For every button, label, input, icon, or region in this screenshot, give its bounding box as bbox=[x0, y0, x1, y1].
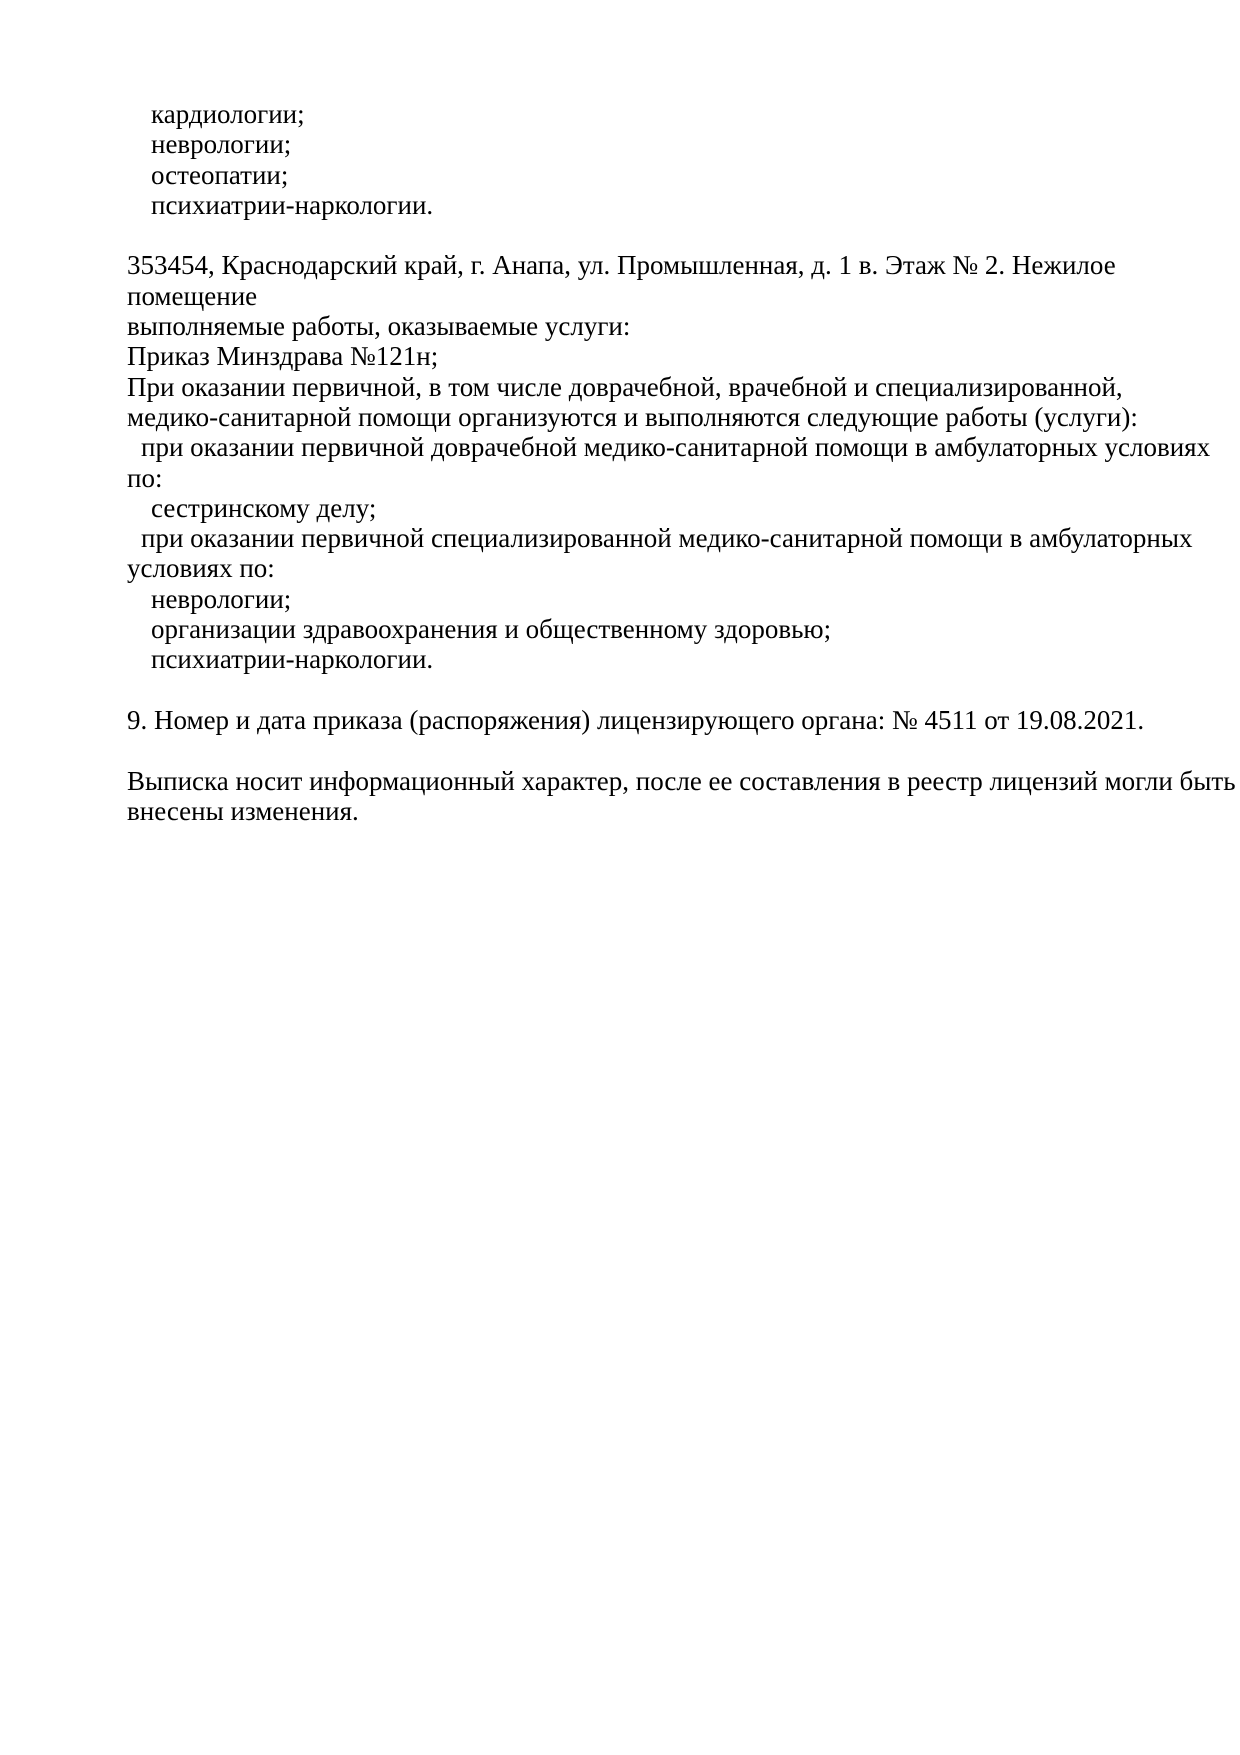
text-line: сестринскому делу; bbox=[151, 492, 377, 523]
document-body bbox=[127, 99, 1236, 826]
text-line: психиатрии-наркологии. bbox=[151, 644, 434, 675]
text-line: неврологии; bbox=[151, 583, 292, 614]
text-line bbox=[127, 220, 1137, 250]
text-line: медико-санитарной помощи организуются и выполняются следующие работы (услуги): bbox=[127, 401, 1138, 432]
text-line bbox=[127, 735, 1137, 765]
text-line: организации здравоохранения и общественному здоровью; bbox=[151, 614, 832, 645]
text-line: условиях по: bbox=[127, 553, 275, 584]
text-line: При оказании первичной, в том числе доврачебной, врачебной и специализированной, bbox=[127, 371, 1123, 402]
text-line: кардиологии; bbox=[151, 99, 305, 129]
text-line: 9. Номер и дата приказа (распоряжения) лицензирующего органа: № 4511 от 19.08.2021. bbox=[127, 704, 1145, 735]
text-line: Выписка носит информационный характер, после ее составления в реестр лицензий могли быть bbox=[127, 765, 1236, 796]
text-line: Приказ Минздрава №121н; bbox=[127, 341, 439, 372]
text-line: психиатрии-наркологии. bbox=[151, 189, 434, 220]
text-line: остеопатии; bbox=[151, 159, 289, 190]
text-line bbox=[127, 675, 1137, 705]
text-line: по: bbox=[127, 462, 163, 493]
text-line: при оказании первичной специализированной медико-санитарной помощи в амбулаторных bbox=[141, 523, 1193, 554]
text-line: помещение bbox=[127, 280, 258, 311]
text-line: при оказании первичной доврачебной медико-санитарной помощи в амбулаторных условиях bbox=[141, 432, 1211, 463]
text-line: внесены изменения. bbox=[127, 795, 359, 826]
text-line: выполняемые работы, оказываемые услуги: bbox=[127, 311, 631, 342]
text-line: 353454, Краснодарский край, г. Анапа, ул. Промышленная, д. 1 в. Этаж № 2. Нежилое bbox=[127, 250, 1116, 281]
text-line: неврологии; bbox=[151, 129, 292, 160]
